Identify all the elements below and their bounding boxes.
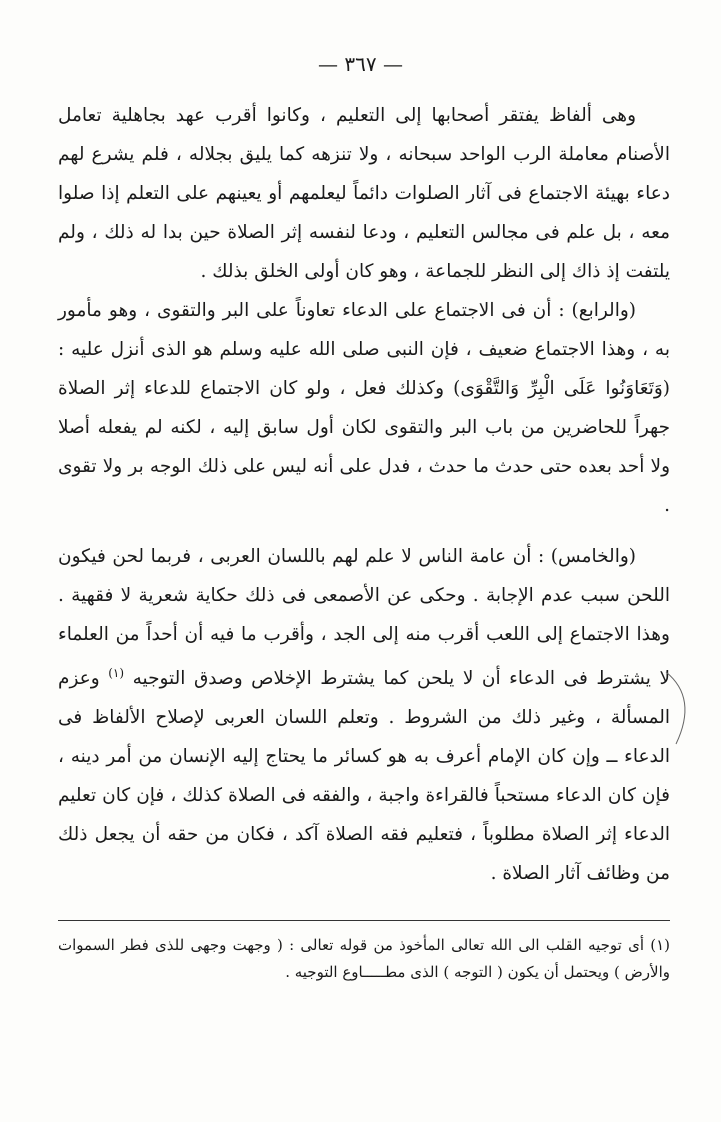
paragraph-3-fifth-point (58, 537, 670, 893)
page-number: — ٣٦٧ — (318, 52, 403, 76)
footnote-reference: (١) (108, 666, 125, 680)
paragraph-3-continuation: وعزم المسألة ، وغير ذلك من الشروط . وتعلم اللسان العربى لإصلاح الألفاظ فى الدعاء ــ وإن كان الإمام أعرف به هو كسائر ما يحتاج إليه الإنسان من أمر دينه ، فإن كان الدعاء مستحباً فالقراءة واجبة ، والفقه فى الصلاة كذلك ، فإن كان تعليم الدعاء إثر الصلاة مطلوباً ، فتعليم فقه الصلاة آكد ، فكان من حقه أن يجعل ذلك من وظائف آثار الصلاة . (58, 668, 670, 885)
main-text (58, 96, 670, 893)
footnote (58, 932, 670, 986)
footnote-text: (١) أى توجيه القلب الى الله تعالى المأخوذ من قوله تعالى : ( وجهت وجهى للذى فطر السموات والأرض ) ويحتمل أن يكون ( التوجه ) الذى مطـــــاوع التوجيه . (58, 936, 670, 981)
footnote-divider (58, 920, 670, 921)
paragraph-1: وهى ألفاظ يفتقر أصحابها إلى التعليم ، وكانوا أقرب عهد بجاهلية تعامل الأصنام معاملة الرب الواحد سبحانه ، ولا تنزهه كما يليق بجلاله ، فلم يشرع لهم دعاء بهيئة الاجتماع فى آثار الصلوات دائماً ليعلمهم أو يعينهم على التعلم إذا صلوا معه ، بل علم فى مجالس التعليم ، ودعا لنفسه إثر الصلاة حين بدا له ذلك ، ولم يلتفت إذ ذاك إلى النظر للجماعة ، وهو كان أولى الخلق بذلك . (58, 105, 670, 282)
paragraph-3-text: (والخامس) : أن عامة الناس لا علم لهم باللسان العربى ، فربما لحن فيكون اللحن سبب عدم الإجابة . وحكى عن الأصمعى فى ذلك حكاية شعرية لا فقهية . وهذا الاجتماع إلى اللعب أقرب منه إلى الجد ، وأقرب ما فيه أن أحداً من العلماء لا يشترط فى الدعاء أن لا يلحن كما يشترط الإخلاص وصدق التوجيه (58, 546, 670, 690)
margin-curve-mark (664, 668, 704, 748)
paragraph-2-fourth-point: (والرابع) : أن فى الاجتماع على الدعاء تعاوناً على البر والتقوى ، وهو مأمور به ، وهذا الاجتماع ضعيف ، فإن النبى صلى الله عليه وسلم هو الذى أنزل عليه : (وَتَعَاوَنُوا عَلَى الْبِرِّ وَالتَّقْوَى) وكذلك فعل ، ولو كان الاجتماع للدعاء إثر الصلاة جهراً للحاضرين من باب البر والتقوى لكان أول سابق إليه ، لكنه لم يفعله أصلا ولا أحد بعده حتى حدث ما حدث ، فدل على أنه ليس على ذلك الوجه بر ولا تقوى . (58, 300, 671, 516)
